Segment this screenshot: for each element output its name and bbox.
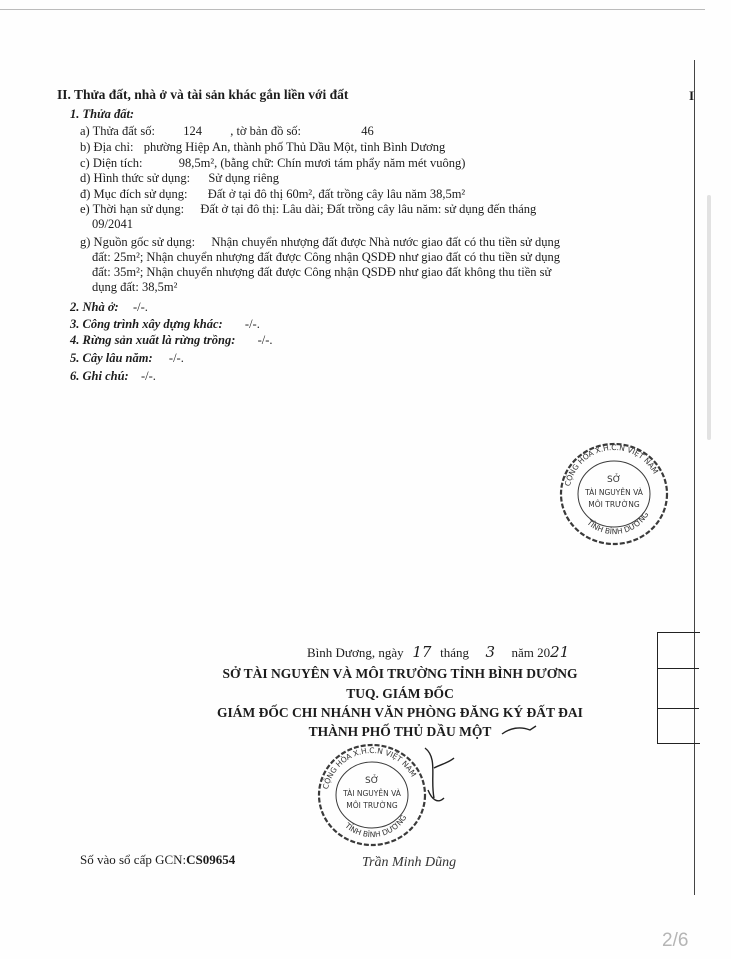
house-label: 2. Nhà ở:: [70, 300, 119, 314]
top-edge-line: [0, 9, 705, 10]
perennial-label: 5. Cây lâu năm:: [70, 351, 153, 365]
map-label: , tờ bản đồ số:: [230, 124, 302, 138]
place-date-prefix: Bình Dương, ngày: [307, 645, 404, 660]
usage-form-label: d) Hình thức sử dụng:: [80, 171, 191, 185]
address-label: b) Địa chỉ:: [80, 140, 134, 154]
usage-purpose-value: Đất ở tại đô thị 60m², đất trồng cây lâu năm 38,5m²: [207, 187, 466, 201]
other-works-value: -/-.: [244, 317, 260, 331]
registry-label: Số vào sổ cấp GCN:: [80, 852, 187, 867]
section-title: II. Thửa đất, nhà ở và tài sản khác gắn liền với đất: [57, 87, 349, 102]
registry-value: CS09654: [186, 852, 236, 867]
seal-center-2: TÀI NGUYÊN VÀ: [585, 488, 643, 497]
year-label: năm 20: [511, 645, 551, 660]
month-label: tháng: [440, 645, 470, 660]
side-mark: I: [689, 88, 695, 103]
forest-label: 4. Rừng sản xuất là rừng trồng:: [70, 333, 236, 347]
origin-value: Nhận chuyển nhượng đất được Nhà nước giao đất có thu tiền sử dụng: [211, 235, 560, 249]
registry-line: [80, 852, 235, 867]
flourish-mark: [500, 722, 540, 746]
seal-center-3: MÔI TRƯỜNG: [588, 500, 640, 509]
parcel-line: [80, 124, 374, 139]
origin-value-2: đất: 25m²; Nhận chuyển nhượng đất được Công nhận QSDĐ như giao đất có thu tiền sử dụng: [92, 250, 560, 264]
term-line: [80, 202, 536, 217]
seal2-center-2: TÀI NGUYÊN VÀ: [343, 789, 401, 798]
usage-purpose-label: đ) Mục đích sử dụng:: [80, 187, 188, 201]
note-line: [70, 369, 156, 384]
seal2-ring-bottom: TỈNH BÌNH DƯƠNG: [343, 813, 409, 840]
perennial-value: -/-.: [168, 351, 184, 365]
perennial-line: [70, 351, 184, 366]
parcel-number: 124: [183, 124, 202, 138]
note-label: 6. Ghi chú:: [70, 369, 129, 383]
signature-stroke: [420, 738, 460, 810]
seal-ring-top: CỘNG HÒA X.H.C.N VIỆT NAM: [562, 442, 661, 488]
house-value: -/-.: [132, 300, 148, 314]
area-value: 98,5m², (bằng chữ: Chín mươi tám phẩy năm mét vuông): [178, 156, 466, 170]
seal-center-1: SỞ: [607, 475, 621, 485]
house-line: [70, 300, 148, 315]
parcel-label: a) Thửa đất số:: [80, 124, 155, 138]
forest-value: -/-.: [257, 333, 273, 347]
other-works-line: [70, 317, 260, 332]
org-line-2: TUQ. GIÁM ĐỐC: [346, 686, 454, 701]
place-date-line: [307, 645, 569, 660]
origin-value-3: đất: 35m²; Nhận chuyển nhượng đất được Công nhận QSDĐ như giao đất không thu tiền sử: [92, 265, 552, 279]
address-value: phường Hiệp An, thành phố Thủ Dầu Một, tỉnh Bình Dương: [143, 140, 446, 154]
sign-day: 17: [412, 643, 432, 661]
org-line-3: GIÁM ĐỐC CHI NHÁNH VĂN PHÒNG ĐĂNG KÝ ĐẤT ĐAI: [217, 705, 583, 720]
usage-purpose-line: [80, 187, 465, 202]
sign-month: 3: [485, 643, 496, 661]
forest-line: [70, 333, 273, 348]
address-line: [80, 140, 445, 155]
land-heading: 1. Thửa đất:: [70, 107, 135, 121]
seal2-center-1: SỞ: [365, 776, 379, 786]
origin-label: g) Nguồn gốc sử dụng:: [80, 235, 196, 249]
note-value: -/-.: [140, 369, 156, 383]
term-value: Đất ở tại đô thị: Lâu dài; Đất trồng cây lâu năm: sử dụng đến tháng: [200, 202, 537, 216]
term-label: e) Thời hạn sử dụng:: [80, 202, 185, 216]
seal2-center-3: MÔI TRƯỜNG: [346, 801, 398, 810]
page-number: 2/6: [662, 930, 689, 951]
scrollbar[interactable]: [707, 195, 711, 440]
map-number: 46: [361, 124, 374, 138]
other-works-label: 3. Công trình xây dựng khác:: [70, 317, 223, 331]
signer-name: Trần Minh Dũng: [362, 855, 457, 870]
seal2-ring-top: CỘNG HÒA X.H.C.N VIỆT NAM: [320, 745, 419, 791]
origin-value-4: dụng đất: 38,5m²: [92, 280, 178, 294]
official-seal-top: [555, 437, 673, 547]
origin-line: [80, 235, 560, 250]
usage-form-line: [80, 171, 279, 186]
seal-ring-bottom: TỈNH BÌNH DƯƠNG: [585, 510, 651, 537]
official-seal-bottom: [313, 740, 431, 850]
org-line-4: THÀNH PHỐ THỦ DẦU MỘT: [308, 724, 492, 739]
term-value-cont: 09/2041: [92, 217, 133, 231]
right-margin-rule: [694, 60, 695, 895]
area-line: [80, 156, 465, 171]
usage-form-value: Sử dụng riêng: [208, 171, 279, 185]
org-line-1: SỞ TÀI NGUYÊN VÀ MÔI TRƯỜNG TỈNH BÌNH DƯƠNG: [222, 666, 578, 681]
sign-year-suffix: 21: [550, 643, 570, 661]
area-label: c) Diện tích:: [80, 156, 143, 170]
